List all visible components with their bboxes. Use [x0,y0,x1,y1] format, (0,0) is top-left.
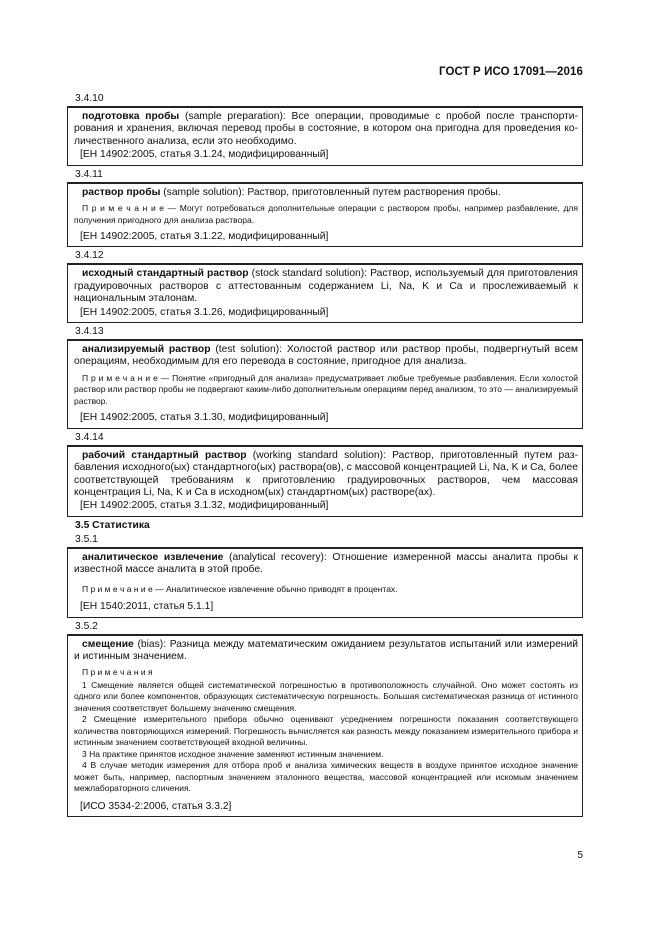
term-note [74,373,578,408]
note-label: П р и м е ч а н и е [82,583,153,594]
term-definition [74,268,578,305]
term-source: [ЕН 14902:2005, статья 3.1.32, модифицированный] [80,500,329,512]
entry-number: 3.4.13 [75,326,104,338]
entry-number: 3.4.10 [75,93,104,104]
term-source: [ЕН 14902:2005, статья 3.1.24, модифицированный] [80,149,329,161]
term-definition [74,187,578,199]
term-name: анализируемый раствор [82,344,211,356]
term-name: раствор пробы [82,186,161,198]
term-text: (sample preparation): Все операции, проводимые с пробой после транспортирования и хранения, включая перевод пробы в состояние, в котором она пригодна для проведения количественного анализа, если это необходимо. [74,111,578,147]
term-definition [74,552,578,577]
term-name: аналитическое извлечение [82,551,224,563]
entry-number: 3.4.12 [75,250,104,262]
note-label: П р и м е ч а н и е [82,203,165,214]
note-label: П р и м е ч а н и е [82,372,158,383]
term-name: подготовка пробы [82,111,180,122]
entry-number: 3.5.1 [75,533,98,545]
term-text: (stock standard solution): Раствор, используемый для приготовления градуировочных растворов с аттестованным содержанием Li, Na, K и Ca и прослеживаемый к национальным эталонам. [74,268,578,305]
term-text: (test solution): Холостой раствор или раствор пробы, подвергнутый всем операциям, необходимым для его перевода в состояние, пригодное для анализа. [74,344,578,368]
term-name: смещение [82,638,134,650]
note-text: — Аналитическое извлечение обычно приводят в процентах. [152,583,398,594]
note-item: 1 Смещение является общей систематической погрешностью в противоположность случайной. Оно может состоять из одного или более компонентов, образующих систематическую погрешность. Большая систематическая разница от истинного значения соответствует большему значению смещения. [74,679,578,713]
entry-number: 3.4.14 [75,431,104,443]
term-name: исходный стандартный раствор [82,268,249,280]
term-text: (bias): Разница между математическим ожиданием результатов испытаний или измерений и истинным значением. [74,638,578,662]
term-definition [74,639,578,664]
note-text: — Могут потребоваться дополнительные операции с раствором пробы, например разбавление, для получения пригодного для анализа раствора. [74,203,578,225]
term-box [67,445,583,517]
term-source: [ЕН 14902:2005, статья 3.1.26, модифицированный] [80,306,329,318]
term-text: (sample solution): Раствор, приготовленный путем растворения пробы. [160,186,501,198]
term-source: [ИСО 3534-2:2006, статья 3.3.2] [80,800,232,812]
term-source: [ЕН 14902:2005, статья 3.1.30, модифицированный] [80,412,329,424]
term-text: (analytical recovery): Отношение измеренной массы аналита пробы к известной массе аналита в этой пробе. [74,551,579,576]
note-item: 4 В случае методик измерения для отбора проб и анализа химических веществ в воздухе принятое исходное значение может быть, например, паспортным значением эталонного вещества, массовой концентрацией или искомым значением межлабораторного сличения. [74,760,578,794]
term-box [67,547,583,618]
section-heading: 3.5 Статистика [75,519,150,531]
term-source: [ЕН 14902:2005, статья 3.1.22, модифицированный] [80,231,329,243]
page-number: 5 [577,850,583,861]
entry-number: 3.5.2 [75,620,98,632]
term-definition [74,450,578,500]
document-header: ГОСТ Р ИСО 17091—2016 [438,66,583,78]
term-name: рабочий стандартный раствор [82,449,247,461]
term-source: [ЕН 1540:2011, статья 5.1.1] [80,601,214,613]
document-body [67,92,583,819]
term-note [74,203,578,226]
term-box [67,182,583,248]
term-box [67,106,583,166]
term-definition [74,111,578,148]
entry-number: 3.4.11 [75,168,103,180]
note-item: 2 Смещение измерительного прибора обычно оценивают усреднением погрешности показания соответствующего количества повторяющихся измерений. Погрешность вычисляется как разность между показанием измерительного прибора и истинным значением соответствующей входной величины. [74,714,578,748]
term-box [67,634,583,818]
note-item: 3 На практике принятов исходное значение заменяют истинным значением. [82,748,384,759]
notes-label: П р и м е ч а н и я [82,667,153,678]
term-box [67,263,583,323]
term-definition [74,344,578,369]
term-text: (working standard solution): Раствор, приготовленный путем разбавления исходного(ых) стандартного(ых) раствора(ов), с массовой концентрацией Li, Na, K и Ca, более соответствующей требованиям к приготовлению градуировочных растворов, чем массовая концентрация Li, Na, K и Ca в исходном(ых) стандартном(ых) растворе(ах). [74,449,578,498]
term-box [67,339,583,429]
note-text: — Понятие «пригодный для анализа» предусматривает любые требуемые разбавления. Если холостой раствор или раствор пробы не подвергают каким-либо дополнительным операциям перед анализом, то это — анализируемый раствор. [74,372,578,406]
term-note [74,584,578,596]
